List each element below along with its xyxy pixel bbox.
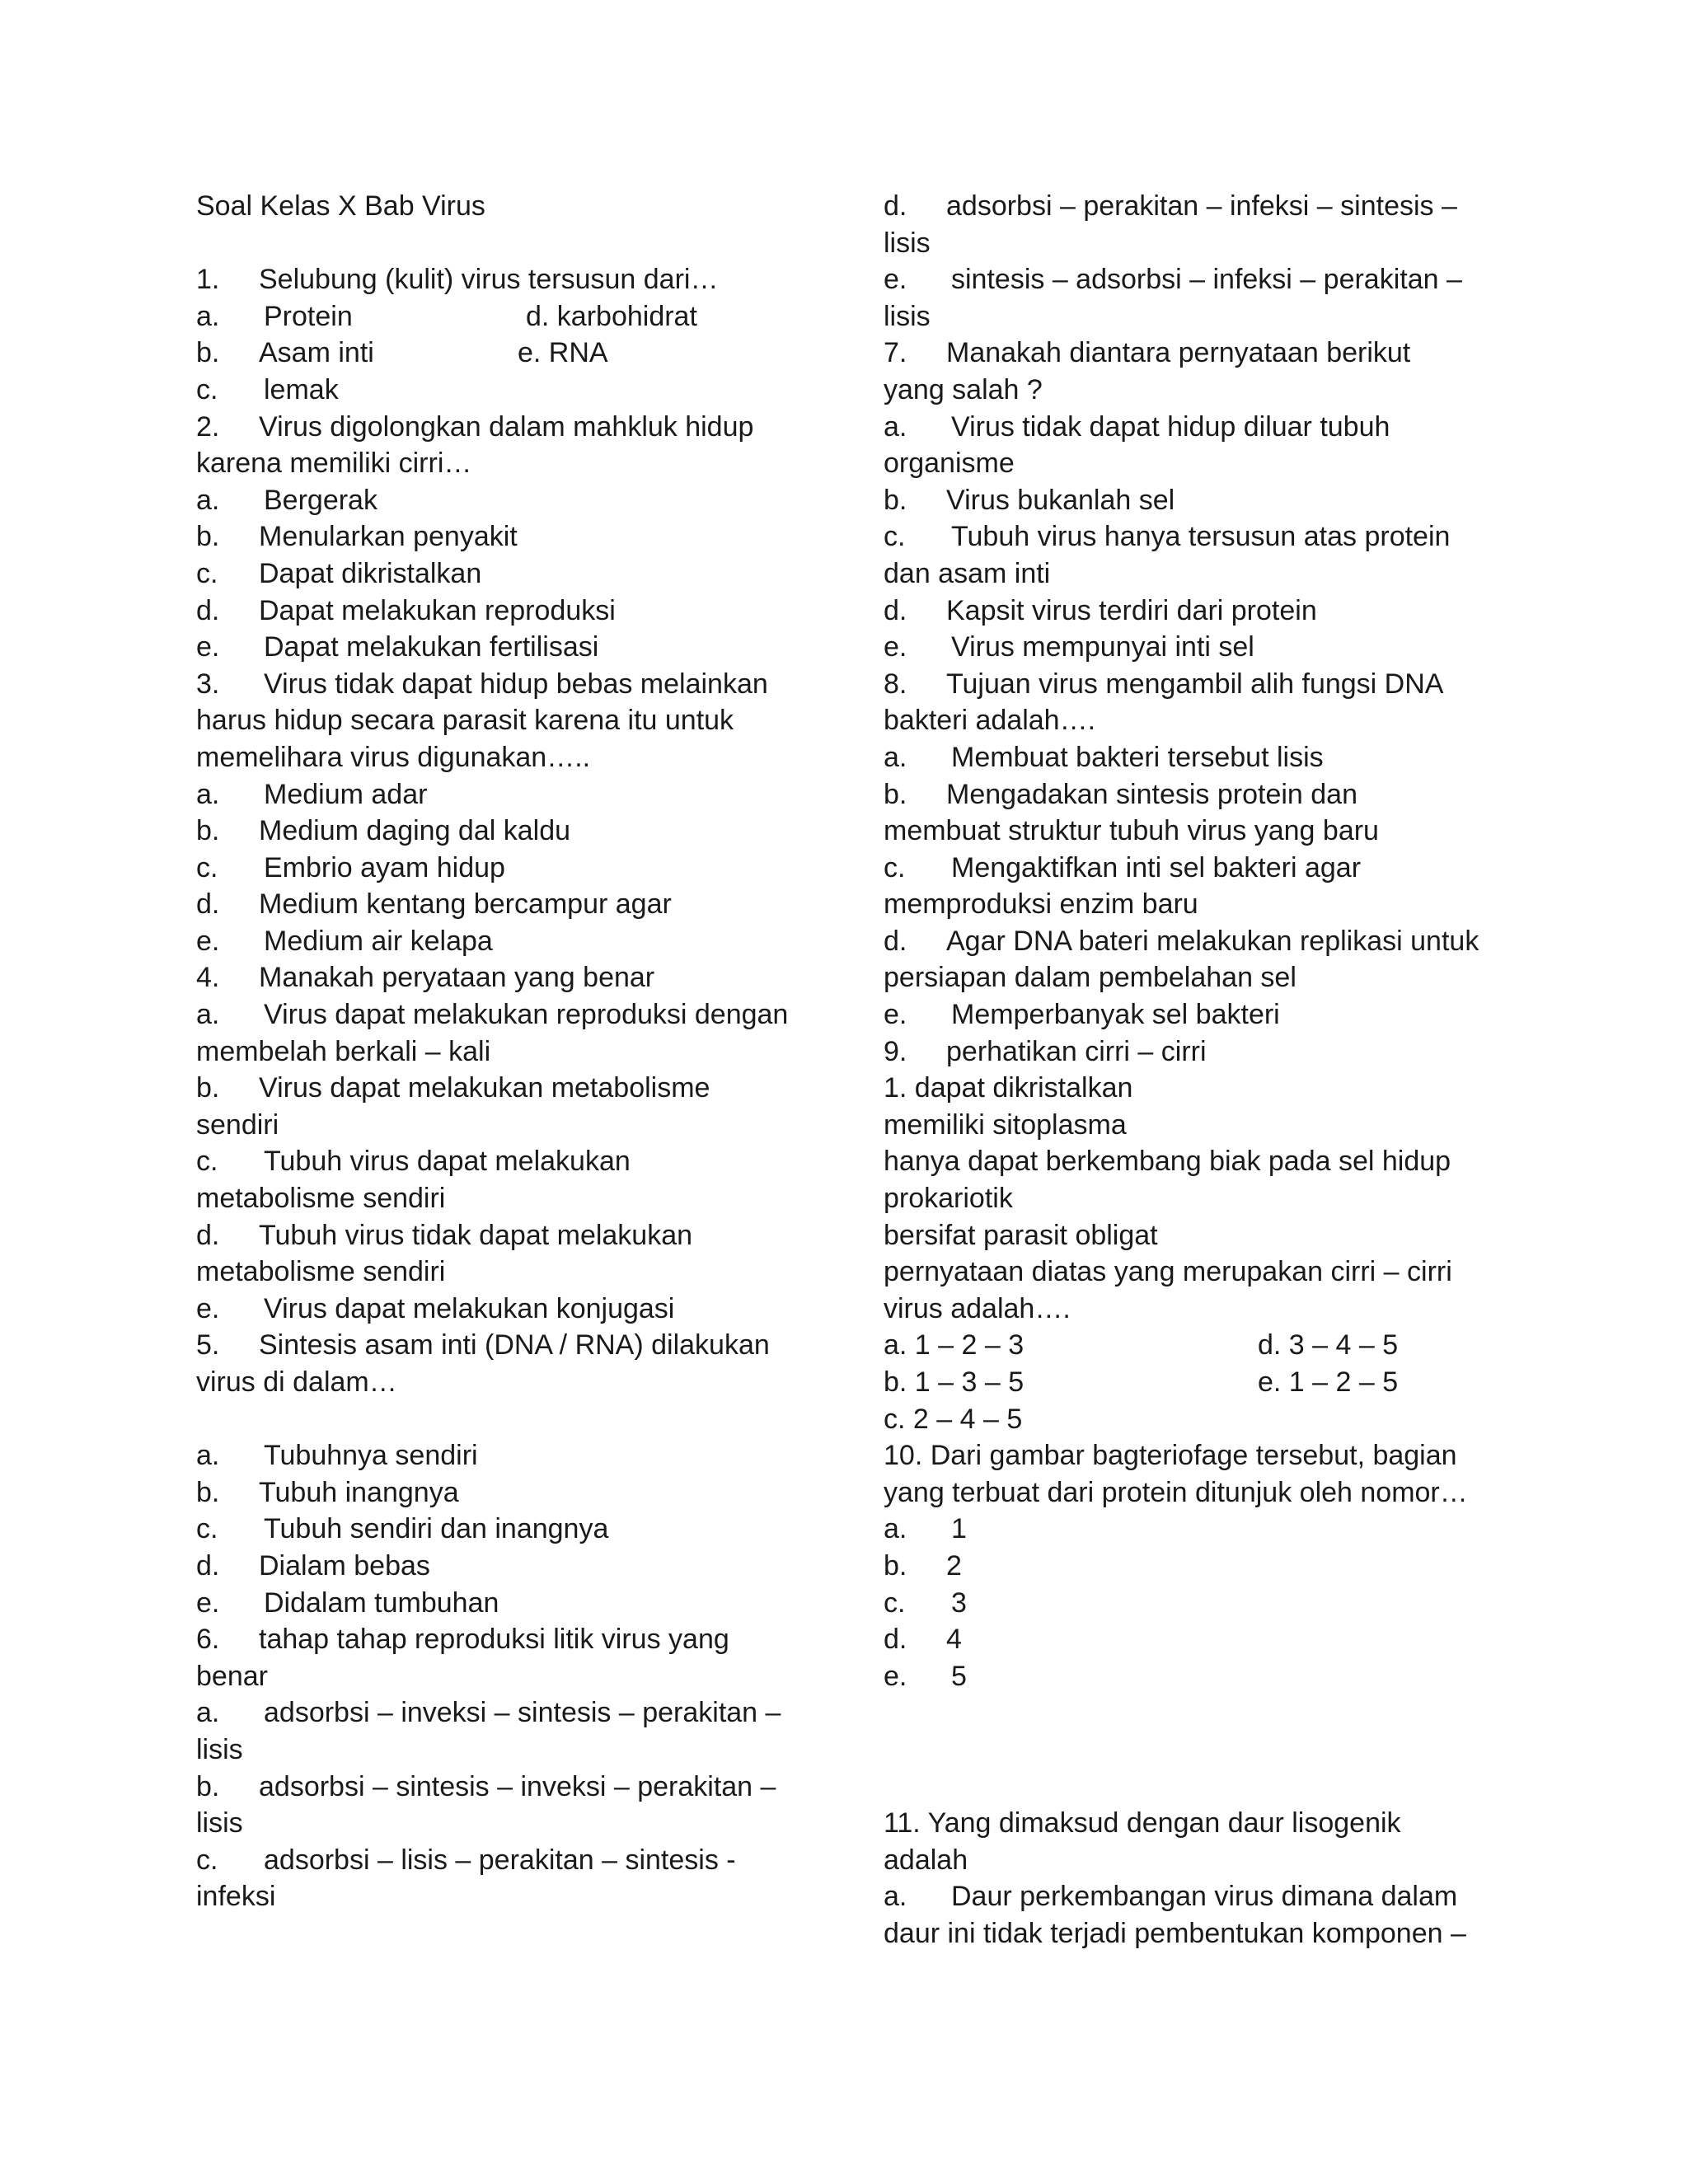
question-7-option: a. Virus tidak dapat hidup diluar tubuh — [884, 410, 1390, 443]
question-6-option: a. adsorbsi – inveksi – sintesis – perakitan – — [196, 1697, 781, 1729]
question-3-option: d. Medium kentang bercampur agar — [196, 888, 672, 921]
question-6-option: d. adsorbsi – perakitan – infeksi – sintesis – — [884, 190, 1457, 222]
question-6-option-cont: lisis — [884, 300, 931, 332]
question-9-item: memiliki sitoplasma — [884, 1108, 1127, 1141]
question-11-cont: adalah — [884, 1844, 968, 1876]
question-10: 10. Dari gambar bagteriofage tersebut, bagian — [884, 1440, 1457, 1472]
question-9-options-a-d: a. 1 – 2 – 3 d. 3 – 4 – 5 — [884, 1329, 1399, 1361]
question-5-cont: virus di dalam… — [196, 1366, 397, 1398]
question-10-option: c. 3 — [884, 1586, 967, 1619]
question-7-option: b. Virus bukanlah sel — [884, 484, 1175, 516]
question-3-option: b. Medium daging dal kaldu — [196, 815, 571, 847]
question-3: 3. Virus tidak dapat hidup bebas melainkan — [196, 668, 768, 700]
question-3-option: e. Medium air kelapa — [196, 925, 493, 957]
question-4-option: a. Virus dapat melakukan reproduksi dengan — [196, 999, 789, 1031]
question-11: 11. Yang dimaksud dengan daur lisogenik — [884, 1807, 1401, 1840]
question-3-option: c. Embrio ayam hidup — [196, 851, 505, 883]
question-11-option: a. Daur perkembangan virus dimana dalam — [884, 1881, 1458, 1913]
question-4-option: d. Tubuh virus tidak dapat melakukan — [196, 1219, 693, 1251]
question-4: 4. Manakah peryataan yang benar — [196, 962, 655, 994]
question-8-option-cont: persiapan dalam pembelahan sel — [884, 962, 1296, 994]
right-column — [884, 188, 1485, 1952]
question-8-option: b. Mengadakan sintesis protein dan — [884, 778, 1357, 810]
question-3-option: a. Medium adar — [196, 778, 428, 810]
question-6-option-cont: lisis — [196, 1807, 243, 1840]
question-9-item: 1. dapat dikristalkan — [884, 1072, 1133, 1104]
question-9-options-b-e: b. 1 – 3 – 5 e. 1 – 2 – 5 — [884, 1366, 1399, 1398]
question-2-option: b. Menularkan penyakit — [196, 521, 518, 553]
question-2-option: e. Dapat melakukan fertilisasi — [196, 631, 599, 663]
question-2-option: a. Bergerak — [196, 484, 377, 516]
document-title: Soal Kelas X Bab Virus — [196, 190, 485, 222]
question-3-cont: memelihara virus digunakan….. — [196, 741, 591, 773]
question-3-cont: harus hidup secara parasit karena itu untuk — [196, 705, 734, 737]
question-1-options-b-e: b. Asam inti e. RNA — [196, 337, 608, 369]
question-4-option: b. Virus dapat melakukan metabolisme — [196, 1072, 710, 1104]
question-8-option-cont: memproduksi enzim baru — [884, 888, 1198, 921]
question-10-option: a. 1 — [884, 1513, 967, 1545]
question-4-option: c. Tubuh virus dapat melakukan — [196, 1146, 631, 1178]
question-6-option-cont: lisis — [884, 227, 931, 259]
question-5-option: c. Tubuh sendiri dan inangnya — [196, 1513, 609, 1545]
question-8-option-cont: membuat struktur tubuh virus yang baru — [884, 815, 1379, 847]
question-8-cont: bakteri adalah…. — [884, 705, 1096, 737]
question-2: 2. Virus digolongkan dalam mahkluk hidup — [196, 410, 754, 443]
question-2-option: d. Dapat melakukan reproduksi — [196, 594, 616, 626]
question-10-option: d. 4 — [884, 1624, 962, 1656]
question-7-option-cont: organisme — [884, 448, 1015, 480]
question-9-statement-cont: virus adalah…. — [884, 1292, 1071, 1324]
question-4-option-cont: metabolisme sendiri — [196, 1256, 446, 1288]
question-6: 6. tahap tahap reproduksi litik virus yang — [196, 1624, 729, 1656]
question-6-option-cont: lisis — [196, 1733, 243, 1765]
question-6-cont: benar — [196, 1660, 268, 1692]
question-10-option: e. 5 — [884, 1660, 967, 1692]
question-7-cont: yang salah ? — [884, 373, 1043, 405]
question-9-item: bersifat parasit obligat — [884, 1219, 1158, 1251]
question-7-option: e. Virus mempunyai inti sel — [884, 631, 1254, 663]
question-8-option: d. Agar DNA bateri melakukan replikasi untuk — [884, 925, 1479, 957]
question-5-option: a. Tubuhnya sendiri — [196, 1440, 478, 1472]
question-7-option: d. Kapsit virus terdiri dari protein — [884, 594, 1317, 626]
question-5-option: b. Tubuh inangnya — [196, 1476, 459, 1508]
question-11-option-cont: daur ini tidak terjadi pembentukan komponen – — [884, 1917, 1466, 1949]
question-1-option-c: c. lemak — [196, 373, 339, 405]
question-4-option: e. Virus dapat melakukan konjugasi — [196, 1292, 675, 1324]
question-8-option: e. Memperbanyak sel bakteri — [884, 999, 1280, 1031]
question-4-option-cont: metabolisme sendiri — [196, 1183, 446, 1215]
question-6-option: b. adsorbsi – sintesis – inveksi – perakitan – — [196, 1770, 776, 1802]
question-8-option: a. Membuat bakteri tersebut lisis — [884, 741, 1324, 773]
question-9: 9. perhatikan cirri – cirri — [884, 1035, 1207, 1067]
question-7: 7. Manakah diantara pernyataan berikut — [884, 337, 1411, 369]
question-9-item: hanya dapat berkembang biak pada sel hidup — [884, 1146, 1451, 1178]
question-9-option-c: c. 2 – 4 – 5 — [884, 1403, 1023, 1435]
question-5-option: e. Didalam tumbuhan — [196, 1586, 499, 1619]
question-5: 5. Sintesis asam inti (DNA / RNA) dilakukan — [196, 1329, 770, 1361]
question-8-option: c. Mengaktifkan inti sel bakteri agar — [884, 851, 1362, 883]
question-7-option: c. Tubuh virus hanya tersusun atas protein — [884, 521, 1451, 553]
question-10-cont: yang terbuat dari protein ditunjuk oleh nomor… — [884, 1476, 1468, 1508]
question-1: 1. Selubung (kulit) virus tersusun dari… — [196, 264, 719, 296]
question-2-cont: karena memiliki cirri… — [196, 448, 472, 480]
left-column — [196, 188, 823, 1915]
question-5-option: d. Dialam bebas — [196, 1549, 430, 1582]
question-2-option: c. Dapat dikristalkan — [196, 557, 482, 589]
question-9-item: prokariotik — [884, 1183, 1013, 1215]
question-1-options-a-d: a. Protein d. karbohidrat — [196, 300, 697, 332]
question-7-option-cont: dan asam inti — [884, 557, 1051, 589]
question-10-option: b. 2 — [884, 1549, 962, 1582]
question-9-statement: pernyataan diatas yang merupakan cirri – cirri — [884, 1256, 1452, 1288]
question-4-option-cont: membelah berkali – kali — [196, 1035, 491, 1067]
question-8: 8. Tujuan virus mengambil alih fungsi DNA — [884, 668, 1444, 700]
question-6-option-cont: infeksi — [196, 1881, 276, 1913]
question-4-option-cont: sendiri — [196, 1108, 279, 1141]
question-6-option: c. adsorbsi – lisis – perakitan – sintesis - — [196, 1844, 736, 1876]
question-6-option: e. sintesis – adsorbsi – infeksi – perakitan – — [884, 264, 1462, 296]
